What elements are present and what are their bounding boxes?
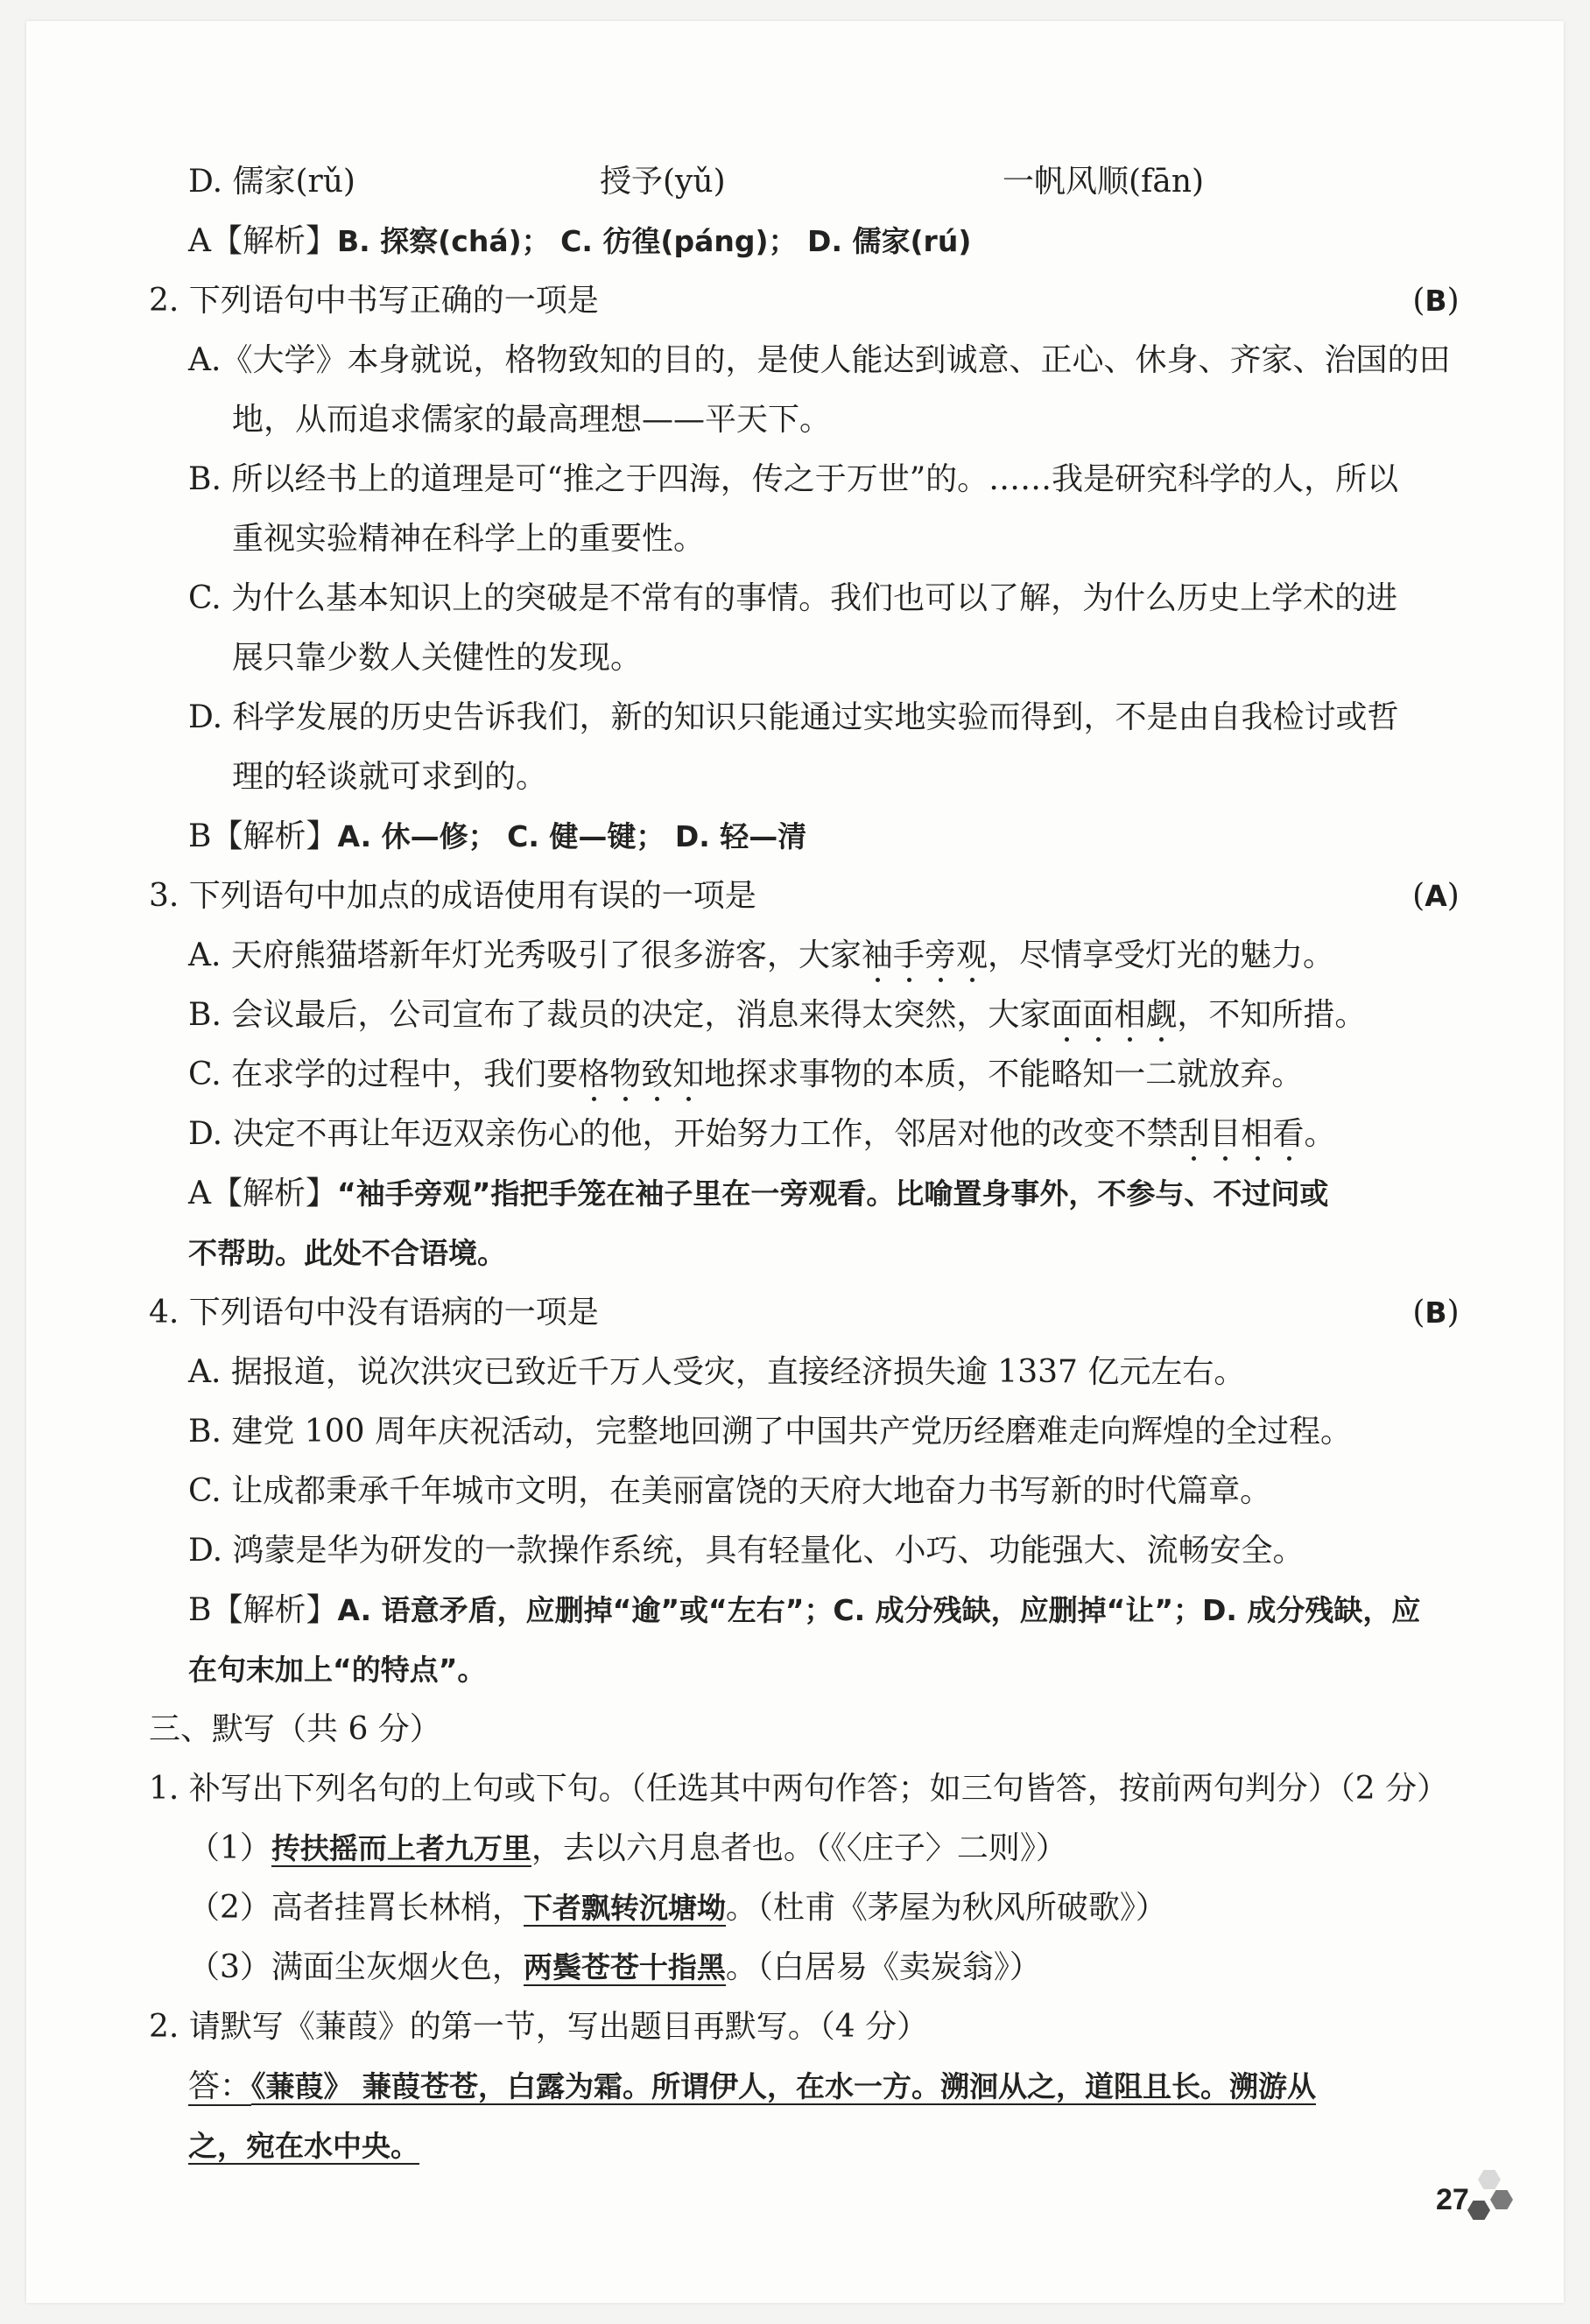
q3-option-c xyxy=(149,1045,1506,1105)
decorative-hexagon-icon xyxy=(1490,2190,1513,2209)
q3-analysis-line2 xyxy=(149,1224,1506,1283)
section-3-title: 三、默写（共 6 分） xyxy=(149,1711,441,1747)
q2-stem-row xyxy=(149,271,1506,331)
s3-item1-num: （1） xyxy=(188,1830,271,1866)
q2-stem: 2. 下列语句中书写正确的一项是 xyxy=(149,283,599,319)
q3-option-a-idiom xyxy=(862,937,988,973)
emphasis-dot-char: 物 xyxy=(609,1057,642,1092)
s3-item2-rest: 。（杜甫《茅屋为秋风所破歌》） xyxy=(725,1890,1167,1926)
q2-option-b-line2: 重视实验精神在科学上的重要性。 xyxy=(232,521,706,557)
s3-q1-stem: 1. 补写出下列名句的上句或下句。（任选其中两句作答；如三句皆答，按前两句判分）（2 分） xyxy=(149,1771,1449,1807)
s3-q2-answer-line2 xyxy=(149,2117,1506,2176)
emphasis-dot-char: 目 xyxy=(1209,1116,1242,1152)
q4-option-a: A. 据报道，说次洪灾已致近千万人受灾，直接经济损失逾 1337 亿元左右。 xyxy=(188,1354,1246,1390)
s3-q2-answer-text1: 《蒹葭》 蒹葭苍苍，白露为霜。所谓伊人，在水一方。溯洄从之，道阻且长。溯游从 xyxy=(251,2069,1317,2103)
q3-stem: 3. 下列语句中加点的成语使用有误的一项是 xyxy=(149,878,756,914)
s3-q2-stem: 2. 请默写《蒹葭》的第一节，写出题目再默写。（4 分） xyxy=(149,2009,929,2045)
emphasis-dot-char: 知 xyxy=(672,1057,705,1092)
q3-option-d-pre: D. 决定不再让年迈双亲伤心的他，开始努力工作，邻居对他的改变不禁 xyxy=(188,1116,1178,1152)
q2-option-b-line1: B. 所以经书上的道理是可“推之于四海，传之于万世”的。……我是研究科学的人，所以 xyxy=(188,461,1399,497)
emphasis-dot-char: 手 xyxy=(892,937,925,973)
decorative-hexagon-icon xyxy=(1467,2201,1490,2220)
q3-answer-bracket: (A) xyxy=(1412,878,1460,914)
s3-item3-rest: 。（白居易《卖炭翁》） xyxy=(725,1949,1041,1985)
s3-item1-answer: 抟扶摇而上者九万里 xyxy=(271,1831,531,1865)
emphasis-dot-char: 面 xyxy=(1051,997,1083,1033)
page-content xyxy=(149,152,1506,2176)
q2-answer: B xyxy=(1425,284,1447,318)
emphasis-dot-char: 相 xyxy=(1114,997,1146,1033)
q2-option-d-line2: 理的轻谈就可求到的。 xyxy=(232,759,548,795)
emphasis-dot-char: 刮 xyxy=(1178,1116,1210,1152)
q1-option-d-2: 授予(yǔ) xyxy=(600,164,726,200)
q1-option-d-row xyxy=(149,152,1506,212)
q4-analysis-text2: 在句末加上“的特点”。 xyxy=(188,1653,487,1687)
emphasis-dot-char: 觑 xyxy=(1145,997,1178,1033)
s3-q1-item1 xyxy=(149,1819,1506,1878)
s3-q1-item2 xyxy=(149,1878,1506,1938)
emphasis-dot-char: 格 xyxy=(578,1057,610,1092)
emphasis-dot-char: 致 xyxy=(641,1057,673,1092)
page-number: 27 xyxy=(1436,2183,1469,2216)
s3-q2-answer-line1 xyxy=(149,2057,1506,2117)
q1-analysis-prefix: A【解析】 xyxy=(188,223,337,259)
s3-q2-answer-label: 答： xyxy=(188,2068,252,2104)
q3-option-d xyxy=(149,1105,1506,1164)
q3-analysis-text2: 不帮助。此处不合语境。 xyxy=(188,1236,506,1270)
emphasis-dot-char: 袖 xyxy=(861,937,893,973)
q4-stem: 4. 下列语句中没有语病的一项是 xyxy=(149,1295,599,1331)
q4-answer-bracket: (B) xyxy=(1412,1295,1460,1331)
s3-item2-answer: 下者飘转沉塘坳 xyxy=(523,1891,726,1925)
q3-option-a-pre: A. 天府熊猫塔新年灯光秀吸引了很多游客，大家 xyxy=(188,937,862,973)
s3-item3-answer: 两鬓苍苍十指黑 xyxy=(523,1950,726,1984)
q3-option-b-idiom xyxy=(1051,997,1177,1033)
q4-answer: B xyxy=(1425,1295,1447,1330)
q1-option-d-3: 一帆风顺(fān) xyxy=(1003,164,1205,200)
q1-analysis xyxy=(149,212,1506,271)
s3-item3-pre: （3）满面尘灰烟火色， xyxy=(188,1949,524,1985)
emphasis-dot-char: 面 xyxy=(1082,997,1115,1033)
q4-analysis-line2 xyxy=(149,1640,1506,1700)
q2-option-c-line1: C. 为什么基本知识上的突破是不常有的事情。我们也可以了解，为什么历史上学术的进 xyxy=(188,580,1398,616)
emphasis-dot-char: 看 xyxy=(1272,1116,1305,1152)
q2-answer-bracket: (B) xyxy=(1412,283,1460,319)
q3-option-d-idiom xyxy=(1178,1116,1304,1152)
q3-option-a-post: ，尽情享受灯光的魅力。 xyxy=(987,937,1334,973)
emphasis-dot-char: 旁 xyxy=(924,937,956,973)
s3-item2-pre: （2）高者挂罥长林梢， xyxy=(188,1890,524,1926)
q4-option-d: D. 鸿蒙是华为研发的一款操作系统，具有轻量化、小巧、功能强大、流畅安全。 xyxy=(188,1533,1305,1569)
q4-analysis-text1: A. 语意矛盾，应删掉“逾”或“左右”；C. 成分残缺，应删掉“让”；D. 成分残缺，应 xyxy=(337,1593,1421,1627)
q3-option-c-post: 地探求事物的本质，不能略知一二就放弃。 xyxy=(704,1057,1304,1092)
q2-option-c-line2: 展只靠少数人关健性的发现。 xyxy=(232,640,643,676)
s3-item1-rest: ，去以六月息者也。（《〈庄子〉二则》） xyxy=(531,1830,1067,1866)
q3-analysis-prefix: A【解析】 xyxy=(188,1176,337,1211)
q2-analysis xyxy=(149,807,1506,867)
q3-stem-row xyxy=(149,867,1506,926)
q4-option-b: B. 建党 100 周年庆祝活动，完整地回溯了中国共产党历经磨难走向辉煌的全过程。 xyxy=(188,1414,1352,1450)
q3-option-a xyxy=(149,926,1506,986)
emphasis-dot-char: 相 xyxy=(1241,1116,1273,1152)
q2-analysis-prefix: B【解析】 xyxy=(188,818,338,854)
q4-analysis-prefix: B【解析】 xyxy=(188,1592,338,1628)
q3-option-c-pre: C. 在求学的过程中，我们要 xyxy=(188,1057,579,1092)
q3-option-d-post: 。 xyxy=(1304,1116,1336,1152)
q4-analysis-line1 xyxy=(149,1581,1506,1640)
q4-option-c: C. 让成都秉承千年城市文明，在美丽富饶的天府大地奋力书写新的时代篇章。 xyxy=(188,1473,1272,1509)
q3-answer: A xyxy=(1425,879,1447,913)
q2-option-d-line1: D. 科学发展的历史告诉我们，新的知识只能通过实地实验而得到，不是由自我检讨或哲 xyxy=(188,699,1399,735)
q1-option-d-1: D. 儒家(rǔ) xyxy=(188,164,355,200)
q3-option-b xyxy=(149,986,1506,1045)
q3-option-b-post: ，不知所措。 xyxy=(1177,997,1367,1033)
q3-option-b-pre: B. 会议最后，公司宣布了裁员的决定，消息来得太突然，大家 xyxy=(188,997,1052,1033)
q2-option-a-line1: A.《大学》本身就说，格物致知的目的，是使人能达到诚意、正心、休身、齐家、治国的田 xyxy=(188,342,1451,378)
s3-q2-answer-text2: 之，宛在水中央。 xyxy=(188,2129,419,2163)
q2-option-a-line2: 地，从而追求儒家的最高理想——平天下。 xyxy=(232,402,832,438)
q3-analysis-line1 xyxy=(149,1164,1506,1224)
q1-analysis-text: B. 探察(chá)； C. 彷徨(páng)； D. 儒家(rú) xyxy=(337,224,972,258)
document-page xyxy=(26,21,1564,2303)
q3-option-c-idiom xyxy=(578,1057,704,1092)
s3-q1-item3 xyxy=(149,1938,1506,1998)
q4-stem-row xyxy=(149,1283,1506,1343)
emphasis-dot-char: 观 xyxy=(955,937,988,973)
q2-analysis-text: A. 休—修； C. 健—键； D. 轻—清 xyxy=(337,819,807,853)
q3-analysis-text1: “袖手旁观”指把手笼在袖子里在一旁观看。比喻置身事外，不参与、不过问或 xyxy=(337,1176,1329,1211)
